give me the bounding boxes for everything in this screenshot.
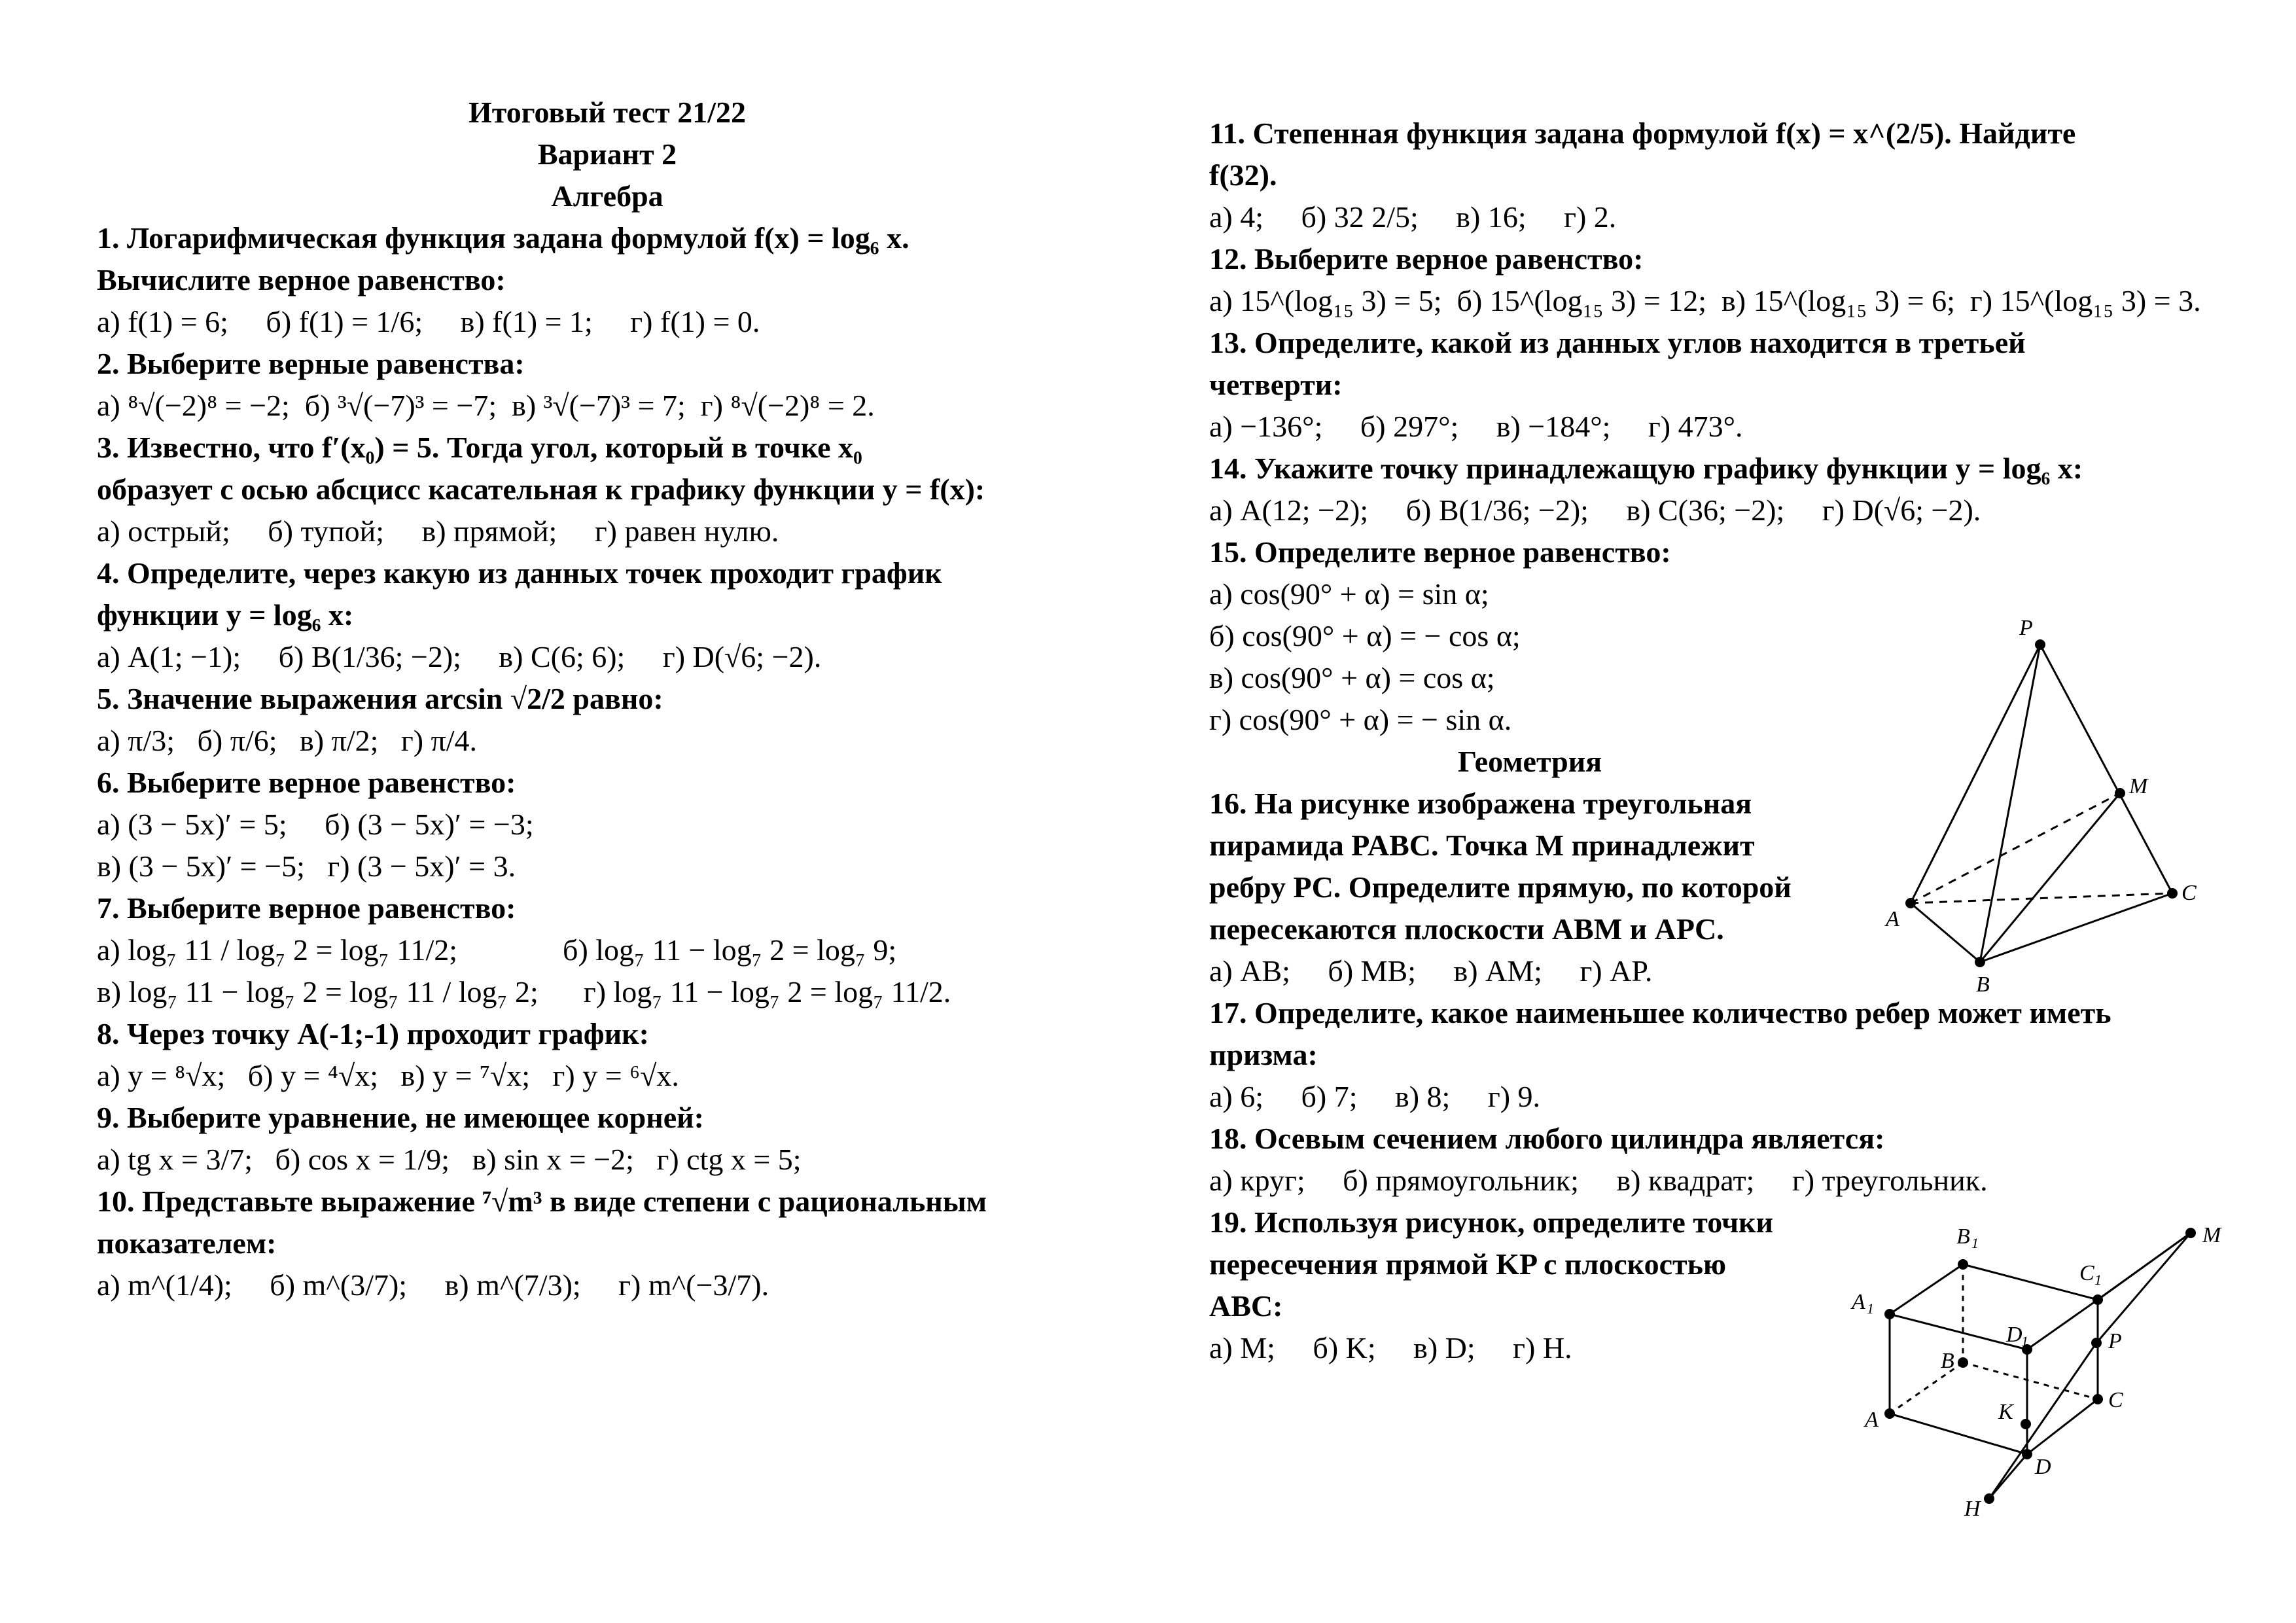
answer-line: а) A(12; −2); б) B(1/36; −2); в) C(36; −2); г) D(√6; −2). [1209,493,1981,527]
question-line: пересечения прямой KP с плоскостью [1209,1247,1727,1281]
question-line: 7. Выберите верное равенство: [97,891,516,925]
label-a: A [1865,1408,1879,1432]
label-p: P [2108,1329,2122,1353]
question-line: 10. Представьте выражение ⁷√m³ в виде степени с рациональным [97,1185,987,1218]
answer-line: а) 4; б) 32 2/5; в) 16; г) 2. [1209,200,1617,234]
question-line: 8. Через точку A(-1;-1) проходит график: [97,1017,649,1050]
prism-figure [1832,1211,2264,1525]
section-algebra: Алгебра [551,179,663,213]
question-line: пирамида PABC. Точка M принадлежит [1209,829,1755,862]
answer-line: а) 6; б) 7; в) 8; г) 9. [1209,1080,1541,1113]
question-line: 13. Определите, какой из данных углов находится в третьей [1209,326,2026,359]
answer-line: а) f(1) = 6; б) f(1) = 1/6; в) f(1) = 1; г) f(1) = 0. [97,305,760,338]
label-a1-sub: 1 [1867,1300,1874,1317]
answer-line: в) log₇ 11 − log₇ 2 = log₇ 11 / log₇ 2; г) log₇ 11 − log₇ 2 = log₇ 11/2. [97,975,951,1008]
question-line: f(32). [1209,158,1277,192]
answer-line: а) −136°; б) 297°; в) −184°; г) 473°. [1209,410,1743,443]
answer-line: а) AB; б) MB; в) AM; г) AP. [1209,954,1653,988]
question-line: 15. Определите верное равенство: [1209,535,1671,569]
question-line: 2. Выберите верные равенства: [97,347,525,380]
answer-line: а) M; б) K; в) D; г) H. [1209,1331,1572,1364]
answer-line: а) tg x = 3/7; б) cos x = 1/9; в) sin x = −2; г) ctg x = 5; [97,1143,802,1176]
answer-line: а) y = ⁸√x; б) y = ⁴√x; в) y = ⁷√x; г) y = ⁶√x. [97,1059,679,1092]
question-line: 18. Осевым сечением любого цилиндра является: [1209,1122,1885,1155]
left-column [97,217,1118,1306]
question-line: 4. Определите, через какую из данных точек проходит график [97,556,942,590]
question-line: 9. Выберите уравнение, не имеющее корней: [97,1101,704,1134]
label-b: B [1941,1349,1954,1373]
answer-line: а) ⁸√(−2)⁸ = −2; б) ³√(−7)³ = −7; в) ³√(−7)³ = 7; г) ⁸√(−2)⁸ = 2. [97,389,875,422]
question-line: образует с осью абсцисс касательная к графику функции y = f(x): [97,473,985,506]
answer-line: а) log₇ 11 / log₇ 2 = log₇ 11/2; б) log₇ 11 − log₇ 2 = log₇ 9; [97,933,897,967]
question-line: призма: [1209,1038,1318,1071]
question-line: ABC: [1209,1289,1283,1323]
question-line: 6. Выберите верное равенство: [97,766,516,799]
answer-line: в) cos(90° + α) = cos α; [1209,661,1495,694]
answer-line: а) π/3; б) π/6; в) π/2; г) π/4. [97,724,478,757]
question-line: 14. Укажите точку принадлежащую графику функции y = log₆ x: [1209,452,2083,485]
label-c: C [2108,1388,2123,1412]
answer-line: а) (3 − 5x)′ = 5; б) (3 − 5x)′ = −3; [97,808,534,841]
question-line: Вычислите верное равенство: [97,263,506,296]
question-line: функции y = log₆ x: [97,598,354,632]
label-b1: B [1956,1224,1970,1249]
question-line: четверти: [1209,368,1343,401]
label-c: C [2181,881,2197,905]
label-b1-sub: 1 [1971,1235,1979,1251]
answer-line: а) cos(90° + α) = sin α; [1209,577,1489,611]
label-a1: A [1852,1290,1865,1314]
label-h: H [1964,1497,1981,1521]
answer-line: а) острый; б) тупой; в) прямой; г) равен нулю. [97,514,779,548]
label-m: M [2129,774,2148,798]
question-line: 16. На рисунке изображена треугольная [1209,787,1752,820]
question-line: 11. Степенная функция задана формулой f(x) = x^(2/5). Найдите [1209,116,2076,150]
question-line: ребру PC. Определите прямую, по которой [1209,870,1792,904]
answer-line: б) cos(90° + α) = − cos α; [1209,619,1521,652]
label-a: A [1886,907,1899,931]
test-title: Итоговый тест 21/22 [468,96,746,129]
answer-line: а) m^(1/4); б) m^(3/7); в) m^(7/3); г) m^(−3/7). [97,1268,769,1302]
label-c1-sub: 1 [2094,1272,2102,1288]
answer-line: а) круг; б) прямоугольник; в) квадрат; г) треугольник. [1209,1164,1988,1197]
answer-line: г) cos(90° + α) = − sin α. [1209,703,1512,736]
test-header [97,92,1118,217]
question-line: 17. Определите, какое наименьшее количество ребер может иметь [1209,996,2111,1029]
section-heading: Геометрия [1457,745,1602,778]
question-line: пересекаются плоскости ABM и APC. [1209,912,1724,946]
label-m: M [2202,1223,2221,1247]
pyramid-figure [1871,615,2212,995]
variant-label: Вариант 2 [537,137,677,171]
label-d: D [2035,1455,2051,1479]
label-c1: C [2079,1261,2094,1285]
answer-line: в) (3 − 5x)′ = −5; г) (3 − 5x)′ = 3. [97,849,516,883]
question-line: показателем: [97,1226,277,1260]
answer-line: а) 15^(log₁₅ 3) = 5; б) 15^(log₁₅ 3) = 12; в) 15^(log₁₅ 3) = 6; г) 15^(log₁₅ 3) = 3. [1209,284,2201,317]
label-k: K [1998,1400,2013,1424]
question-line: 5. Значение выражения arcsin √2/2 равно: [97,682,663,715]
answer-line: а) A(1; −1); б) B(1/36; −2); в) C(6; 6); г) D(√6; −2). [97,640,822,673]
question-line: 1. Логарифмическая функция задана формулой f(x) = log₆ x. [97,221,910,255]
label-d1: D [2006,1323,2022,1347]
label-d1-sub: 1 [2021,1333,2028,1349]
label-p: P [2019,616,2033,640]
question-line: 12. Выберите верное равенство: [1209,242,1644,276]
label-b: B [1976,972,1990,995]
question-line: 19. Используя рисунок, определите точки [1209,1205,1774,1239]
question-line: 3. Известно, что f′(x₀) = 5. Тогда угол, который в точке x₀ [97,431,862,464]
